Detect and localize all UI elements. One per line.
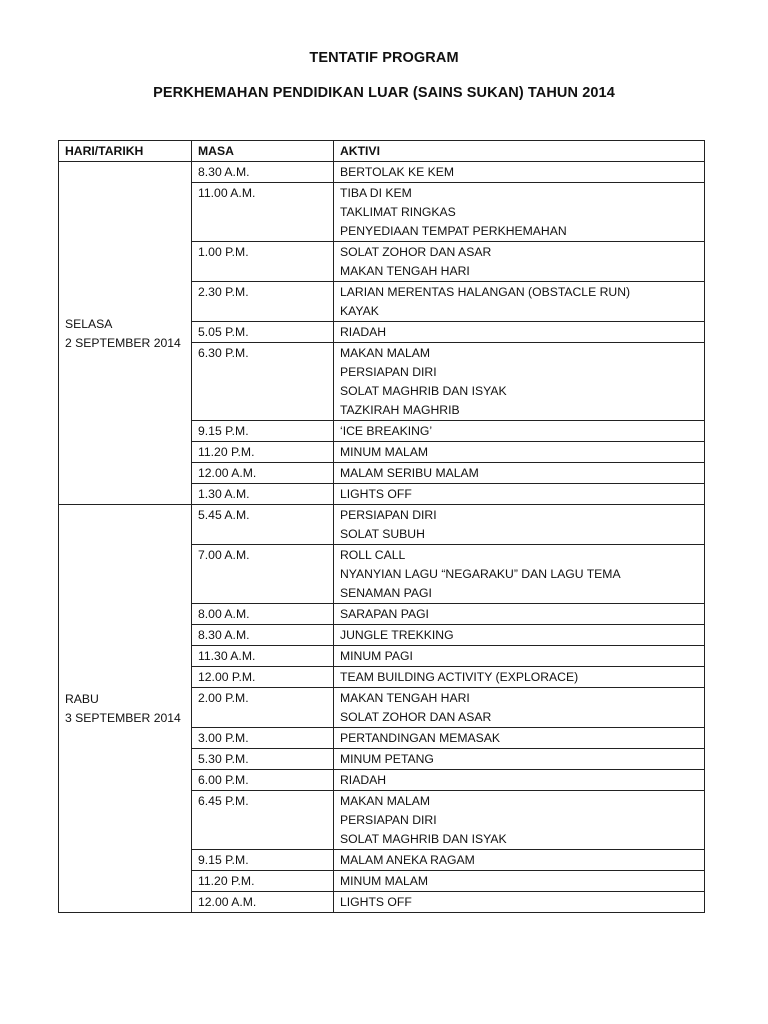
activity-cell <box>334 688 705 728</box>
table-row <box>59 505 705 545</box>
activity-cell <box>334 463 705 484</box>
activity-line: LARIAN MERENTAS HALANGAN (OBSTACLE RUN) <box>340 285 631 299</box>
time-cell: 1.00 P.M. <box>192 242 334 282</box>
activity-line: MALAM SERIBU MALAM <box>340 466 479 480</box>
activity-line: PERSIAPAN DIRI <box>340 508 437 522</box>
activity-line: MAKAN MALAM <box>340 794 431 808</box>
activity-line: RIADAH <box>340 325 387 339</box>
activity-cell <box>334 791 705 850</box>
time-cell: 7.00 A.M. <box>192 545 334 604</box>
activity-line: ‘ICE BREAKING’ <box>340 424 433 438</box>
activity-line: BERTOLAK KE KEM <box>340 165 455 179</box>
activity-line: MAKAN MALAM <box>340 346 431 360</box>
activity-cell <box>334 770 705 791</box>
time-cell: 3.00 P.M. <box>192 728 334 749</box>
time-cell: 9.15 P.M. <box>192 850 334 871</box>
activity-line: RIADAH <box>340 773 387 787</box>
day-label-line: RABU <box>65 692 99 706</box>
activity-cell <box>334 282 705 322</box>
header-masa: MASA <box>192 141 334 162</box>
activity-line: MALAM ANEKA RAGAM <box>340 853 475 867</box>
time-cell: 12.00 P.M. <box>192 667 334 688</box>
time-cell: 1.30 A.M. <box>192 484 334 505</box>
activity-line: MAKAN TENGAH HARI <box>340 691 470 705</box>
time-cell: 8.30 A.M. <box>192 625 334 646</box>
activity-line: SOLAT ZOHOR DAN ASAR <box>340 245 492 259</box>
activity-line: MAKAN TENGAH HARI <box>340 264 470 278</box>
activity-cell <box>334 322 705 343</box>
document-subtitle: PERKHEMAHAN PENDIDIKAN LUAR (SAINS SUKAN) TAHUN 2014 <box>153 85 615 101</box>
day-label-line: 3 SEPTEMBER 2014 <box>65 711 181 725</box>
activity-cell <box>334 871 705 892</box>
time-cell: 11.00 A.M. <box>192 183 334 242</box>
activity-line: MINUM MALAM <box>340 445 429 459</box>
time-cell: 9.15 P.M. <box>192 421 334 442</box>
activity-cell <box>334 667 705 688</box>
activity-line: JUNGLE TREKKING <box>340 628 454 642</box>
time-cell: 5.30 P.M. <box>192 749 334 770</box>
time-cell: 11.20 P.M. <box>192 871 334 892</box>
activity-line: TEAM BUILDING ACTIVITY (EXPLORACE) <box>340 670 579 684</box>
schedule-body <box>59 162 705 913</box>
activity-cell <box>334 343 705 421</box>
schedule-table <box>58 140 705 913</box>
activity-line: TAZKIRAH MAGHRIB <box>340 403 460 417</box>
activity-line: PERTANDINGAN MEMASAK <box>340 731 501 745</box>
activity-line: TAKLIMAT RINGKAS <box>340 205 456 219</box>
activity-line: NYANYIAN LAGU “NEGARAKU” DAN LAGU TEMA <box>340 567 621 581</box>
time-cell: 11.20 P.M. <box>192 442 334 463</box>
activity-line: TIBA DI KEM <box>340 186 412 200</box>
activity-cell <box>334 183 705 242</box>
document-title: TENTATIF PROGRAM <box>309 50 459 66</box>
activity-line: SOLAT SUBUH <box>340 527 425 541</box>
day-label-line: SELASA <box>65 316 113 331</box>
activity-cell <box>334 850 705 871</box>
activity-cell <box>334 484 705 505</box>
activity-line: LIGHTS OFF <box>340 895 412 909</box>
day-cell <box>59 162 192 505</box>
activity-line: MINUM PETANG <box>340 752 434 766</box>
activity-cell <box>334 604 705 625</box>
activity-line: KAYAK <box>340 304 379 318</box>
activity-line: SENAMAN PAGI <box>340 586 432 600</box>
activity-cell <box>334 728 705 749</box>
activity-cell <box>334 646 705 667</box>
activity-cell <box>334 625 705 646</box>
time-cell: 12.00 A.M. <box>192 463 334 484</box>
day-cell <box>59 505 192 913</box>
time-cell: 6.30 P.M. <box>192 343 334 421</box>
activity-cell <box>334 749 705 770</box>
time-cell: 8.30 A.M. <box>192 162 334 183</box>
activity-line: SOLAT MAGHRIB DAN ISYAK <box>340 384 507 398</box>
table-row <box>59 162 705 183</box>
activity-line: ROLL CALL <box>340 548 406 562</box>
time-cell: 12.00 A.M. <box>192 892 334 913</box>
header-row <box>59 141 705 162</box>
time-cell: 11.30 A.M. <box>192 646 334 667</box>
activity-cell <box>334 421 705 442</box>
activity-cell <box>334 162 705 183</box>
activity-line: SOLAT ZOHOR DAN ASAR <box>340 710 492 724</box>
time-cell: 8.00 A.M. <box>192 604 334 625</box>
activity-cell <box>334 242 705 282</box>
day-label-line: 2 SEPTEMBER 2014 <box>65 335 181 350</box>
activity-line: SARAPAN PAGI <box>340 607 429 621</box>
time-cell: 6.00 P.M. <box>192 770 334 791</box>
time-cell: 2.00 P.M. <box>192 688 334 728</box>
header-aktivi: AKTIVI <box>334 141 705 162</box>
activity-line: PENYEDIAAN TEMPAT PERKHEMAHAN <box>340 224 567 238</box>
activity-line: PERSIAPAN DIRI <box>340 365 437 379</box>
activity-cell <box>334 892 705 913</box>
activity-line: MINUM PAGI <box>340 649 413 663</box>
activity-cell <box>334 505 705 545</box>
activity-line: LIGHTS OFF <box>340 487 412 501</box>
time-cell: 2.30 P.M. <box>192 282 334 322</box>
header-hari-tarikh: HARI/TARIKH <box>59 141 192 162</box>
time-cell: 5.05 P.M. <box>192 322 334 343</box>
time-cell: 5.45 A.M. <box>192 505 334 545</box>
activity-line: MINUM MALAM <box>340 874 429 888</box>
activity-line: SOLAT MAGHRIB DAN ISYAK <box>340 832 507 846</box>
activity-cell <box>334 545 705 604</box>
time-cell: 6.45 P.M. <box>192 791 334 850</box>
activity-cell <box>334 442 705 463</box>
activity-line: PERSIAPAN DIRI <box>340 813 437 827</box>
